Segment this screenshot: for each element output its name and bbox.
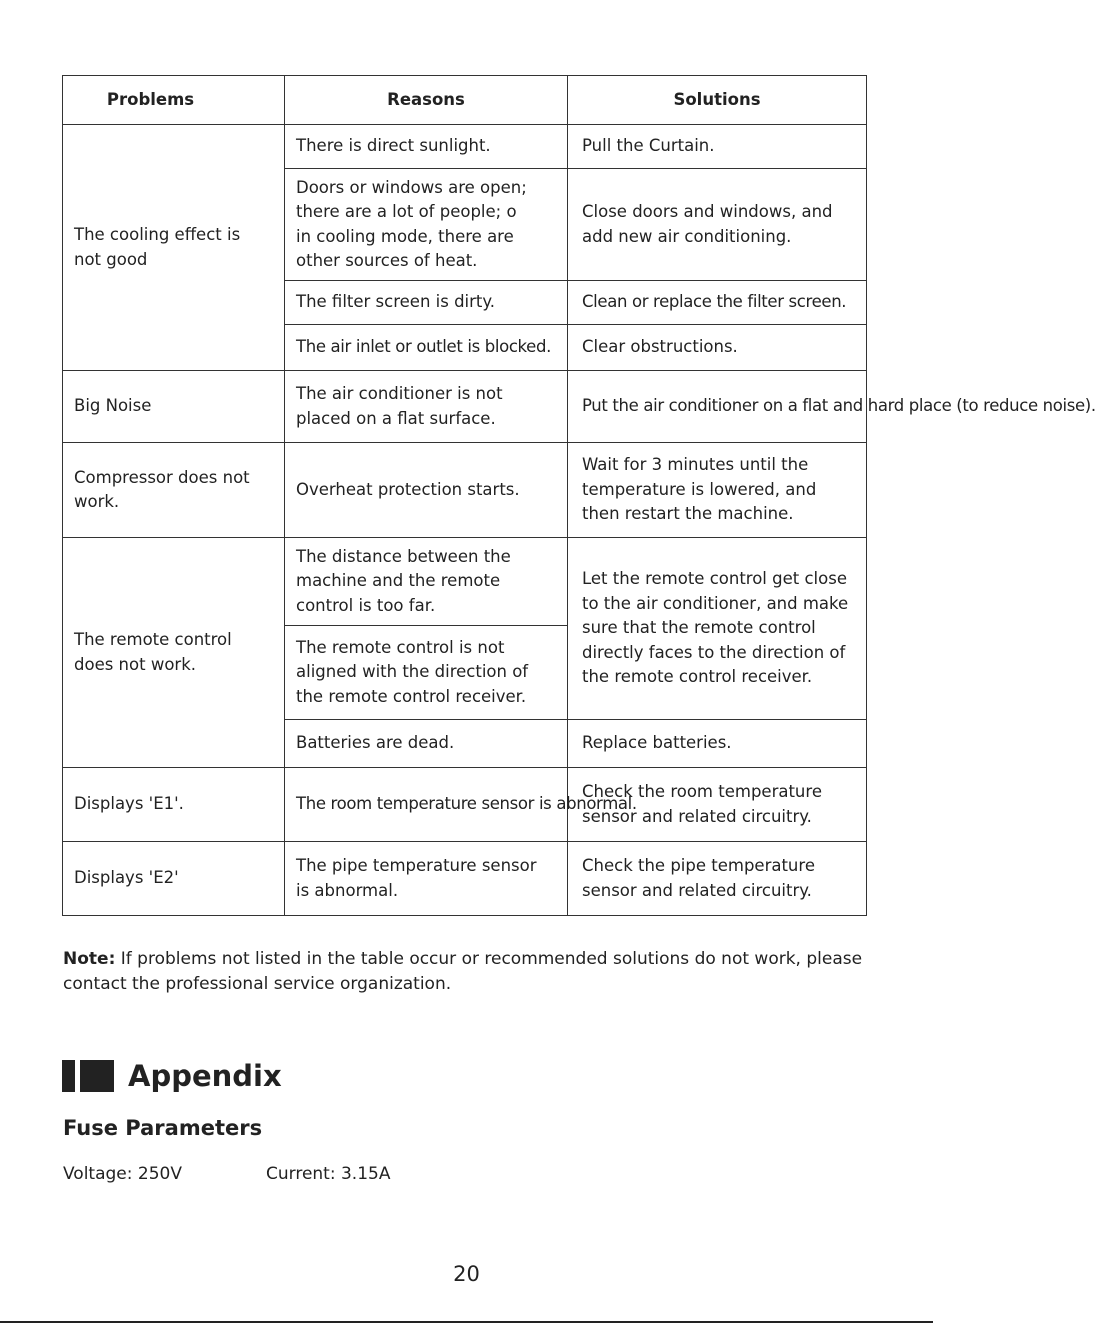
- table-row: [63, 768, 867, 842]
- table-header-row: [63, 76, 867, 125]
- solution-clean-filter: Clean or replace the filter screen.: [568, 281, 867, 325]
- table-row: [63, 538, 867, 626]
- note-paragraph: [63, 947, 873, 997]
- table-row: [63, 443, 867, 538]
- reason-inlet-blocked: The air inlet or outlet is blocked.: [285, 325, 568, 371]
- fuse-current: Current: 3.15A: [266, 1164, 391, 1184]
- page-number: 20: [453, 1262, 480, 1286]
- reason-doors-open: Doors or windows are open; there are a lot of people; o in cooling mode, there are other sources of heat.: [285, 169, 568, 281]
- header-solutions: Solutions: [568, 76, 867, 125]
- table-row: [63, 842, 867, 916]
- appendix-title: Appendix: [128, 1059, 282, 1093]
- problem-e1: Displays 'E1'.: [63, 768, 285, 842]
- solution-remote-close: Let the remote control get close to the air conditioner, and make sure that the remote control directly faces to the direction of the remote control receiver.: [568, 538, 867, 720]
- solution-flat-place: Put the air conditioner on a flat and hard place (to reduce noise).: [568, 371, 867, 443]
- problem-cooling: The cooling effect is not good: [63, 125, 285, 371]
- solution-wait-restart: Wait for 3 minutes until the temperature is lowered, and then restart the machine.: [568, 443, 867, 538]
- heading-bar-small-icon: [62, 1060, 75, 1092]
- reason-distance-far: The distance between the machine and the remote control is too far.: [285, 538, 568, 626]
- reason-room-sensor: The room temperature sensor is abnormal.: [285, 768, 568, 842]
- table-row: [63, 125, 867, 169]
- solution-curtain: Pull the Curtain.: [568, 125, 867, 169]
- problem-noise: Big Noise: [63, 371, 285, 443]
- fuse-parameters-title: Fuse Parameters: [63, 1116, 263, 1140]
- problem-e2: Displays 'E2': [63, 842, 285, 916]
- header-problems: Problems: [63, 76, 285, 125]
- reason-not-flat: The air conditioner is not placed on a flat surface.: [285, 371, 568, 443]
- reason-sunlight: There is direct sunlight.: [285, 125, 568, 169]
- solution-close-doors: Close doors and windows, and add new air conditioning.: [568, 169, 867, 281]
- solution-replace-batteries: Replace batteries.: [568, 720, 867, 768]
- troubleshooting-table: [62, 75, 1096, 916]
- fuse-voltage: Voltage: 250V: [63, 1164, 182, 1184]
- problem-remote: The remote control does not work.: [63, 538, 285, 768]
- reason-batteries-dead: Batteries are dead.: [285, 720, 568, 768]
- reason-overheat: Overheat protection starts.: [285, 443, 568, 538]
- reason-not-aligned: The remote control is not aligned with the direction of the remote control receiver.: [285, 626, 568, 720]
- solution-check-pipe-sensor: Check the pipe temperature sensor and related circuitry.: [568, 842, 867, 916]
- problem-compressor: Compressor does not work.: [63, 443, 285, 538]
- note-text: If problems not listed in the table occur or recommended solutions do not work, please contact the professional service organization.: [63, 949, 863, 994]
- header-reasons: Reasons: [285, 76, 568, 125]
- table-row: [63, 371, 867, 443]
- reason-filter-dirty: The filter screen is dirty.: [285, 281, 568, 325]
- bottom-divider: [0, 1321, 933, 1323]
- reason-pipe-sensor: The pipe temperature sensor is abnormal.: [285, 842, 568, 916]
- solution-clear-obstructions: Clear obstructions.: [568, 325, 867, 371]
- note-label: Note:: [63, 949, 116, 969]
- solution-check-room-sensor: Check the room temperature sensor and related circuitry.: [568, 768, 867, 842]
- heading-bar-large-icon: [80, 1060, 114, 1092]
- appendix-heading: [62, 1058, 282, 1094]
